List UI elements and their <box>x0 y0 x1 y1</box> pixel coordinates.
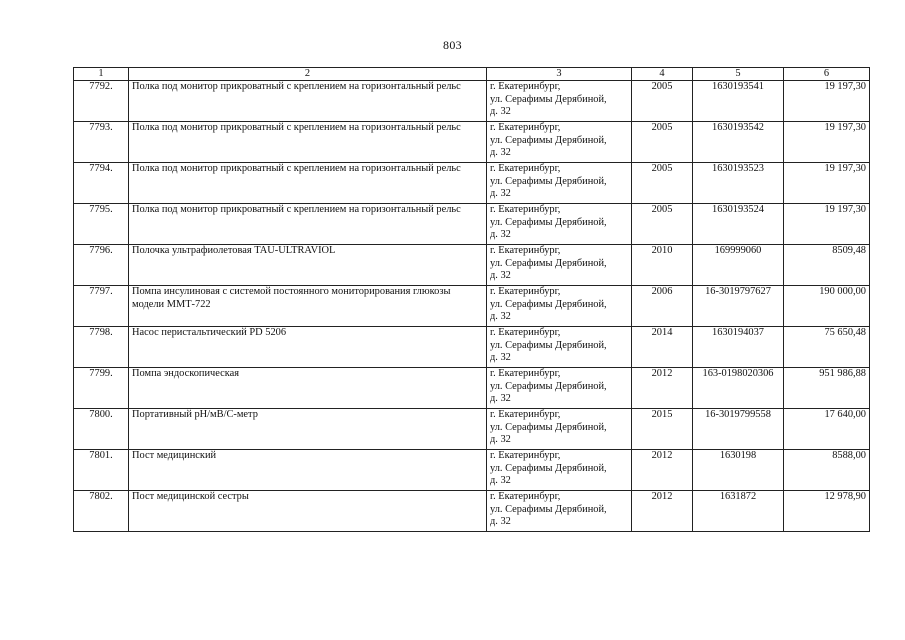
item-name: Помпа инсулиновая с системой постоянного мониторирования глюкозы модели ММТ-722 <box>129 286 487 327</box>
address-city: г. Екатеринбург, <box>490 286 561 297</box>
item-cost: 12 978,90 <box>784 491 870 532</box>
item-cost: 17 640,00 <box>784 409 870 450</box>
item-name: Полочка ультрафиолетовая TAU-ULTRAVIOL <box>129 245 487 286</box>
item-address <box>487 409 632 450</box>
header-col-1: 1 <box>74 68 129 81</box>
table-row <box>74 450 870 491</box>
item-inventory-number: 1630193524 <box>693 204 784 245</box>
item-address <box>487 491 632 532</box>
header-col-2: 2 <box>129 68 487 81</box>
table-row <box>74 122 870 163</box>
item-year: 2010 <box>632 245 693 286</box>
address-city: г. Екатеринбург, <box>490 163 561 174</box>
header-row <box>74 68 870 81</box>
row-number: 7802. <box>74 491 129 532</box>
item-inventory-number: 169999060 <box>693 245 784 286</box>
item-inventory-number: 163-0198020306 <box>693 368 784 409</box>
address-building: д. 32 <box>490 270 511 282</box>
address-building: д. 32 <box>490 188 511 200</box>
address-city: г. Екатеринбург, <box>490 491 561 502</box>
item-cost: 19 197,30 <box>784 163 870 204</box>
address-street: ул. Серафимы Дерябиной, <box>490 175 607 187</box>
address-building: д. 32 <box>490 147 511 159</box>
item-year: 2015 <box>632 409 693 450</box>
item-year: 2014 <box>632 327 693 368</box>
item-inventory-number: 1630198 <box>693 450 784 491</box>
address-city: г. Екатеринбург, <box>490 409 561 420</box>
item-year: 2005 <box>632 163 693 204</box>
table-row <box>74 81 870 122</box>
item-inventory-number: 1631872 <box>693 491 784 532</box>
item-name: Полка под монитор прикроватный с креплением на горизонтальный рельс <box>129 163 487 204</box>
address-city: г. Екатеринбург, <box>490 327 561 338</box>
item-inventory-number: 1630193523 <box>693 163 784 204</box>
item-inventory-number: 1630193542 <box>693 122 784 163</box>
item-cost: 190 000,00 <box>784 286 870 327</box>
address-building: д. 32 <box>490 229 511 241</box>
item-cost: 951 986,88 <box>784 368 870 409</box>
item-cost: 19 197,30 <box>784 122 870 163</box>
address-street: ул. Серафимы Дерябиной, <box>490 257 607 269</box>
address-building: д. 32 <box>490 475 511 487</box>
table-row <box>74 368 870 409</box>
item-name: Полка под монитор прикроватный с креплением на горизонтальный рельс <box>129 204 487 245</box>
item-inventory-number: 1630194037 <box>693 327 784 368</box>
item-cost: 19 197,30 <box>784 81 870 122</box>
item-address <box>487 327 632 368</box>
item-name: Помпа эндоскопическая <box>129 368 487 409</box>
row-number: 7798. <box>74 327 129 368</box>
page-number: 803 <box>443 38 462 52</box>
table-row <box>74 163 870 204</box>
address-street: ул. Серафимы Дерябиной, <box>490 216 607 228</box>
item-inventory-number: 16-3019799558 <box>693 409 784 450</box>
table-row <box>74 245 870 286</box>
address-building: д. 32 <box>490 393 511 405</box>
row-number: 7792. <box>74 81 129 122</box>
item-name: Полка под монитор прикроватный с креплением на горизонтальный рельс <box>129 122 487 163</box>
item-cost: 75 650,48 <box>784 327 870 368</box>
header-col-3: 3 <box>487 68 632 81</box>
address-street: ул. Серафимы Дерябиной, <box>490 503 607 515</box>
row-number: 7797. <box>74 286 129 327</box>
property-registry-table <box>73 67 870 532</box>
item-address <box>487 122 632 163</box>
item-cost: 8509,48 <box>784 245 870 286</box>
item-address <box>487 286 632 327</box>
header-col-5: 5 <box>693 68 784 81</box>
item-year: 2005 <box>632 204 693 245</box>
item-address <box>487 450 632 491</box>
address-street: ул. Серафимы Дерябиной, <box>490 134 607 146</box>
address-street: ул. Серафимы Дерябиной, <box>490 462 607 474</box>
address-street: ул. Серафимы Дерябиной, <box>490 339 607 351</box>
item-address <box>487 368 632 409</box>
table-body <box>74 81 870 532</box>
row-number: 7801. <box>74 450 129 491</box>
address-city: г. Екатеринбург, <box>490 245 561 256</box>
address-street: ул. Серафимы Дерябиной, <box>490 298 607 310</box>
row-number: 7794. <box>74 163 129 204</box>
item-name: Портативный pH/мВ/С-метр <box>129 409 487 450</box>
table-row <box>74 327 870 368</box>
item-inventory-number: 1630193541 <box>693 81 784 122</box>
item-address <box>487 245 632 286</box>
table-header <box>74 68 870 81</box>
address-city: г. Екатеринбург, <box>490 204 561 215</box>
item-year: 2012 <box>632 450 693 491</box>
address-building: д. 32 <box>490 516 511 528</box>
table-row <box>74 286 870 327</box>
address-street: ул. Серафимы Дерябиной, <box>490 380 607 392</box>
address-building: д. 32 <box>490 106 511 118</box>
table-row <box>74 204 870 245</box>
item-name: Пост медицинской сестры <box>129 491 487 532</box>
row-number: 7796. <box>74 245 129 286</box>
address-building: д. 32 <box>490 311 511 323</box>
item-cost: 19 197,30 <box>784 204 870 245</box>
address-building: д. 32 <box>490 352 511 364</box>
item-year: 2012 <box>632 491 693 532</box>
row-number: 7793. <box>74 122 129 163</box>
item-year: 2012 <box>632 368 693 409</box>
item-year: 2006 <box>632 286 693 327</box>
row-number: 7799. <box>74 368 129 409</box>
table-row <box>74 409 870 450</box>
table-row <box>74 491 870 532</box>
item-year: 2005 <box>632 81 693 122</box>
item-cost: 8588,00 <box>784 450 870 491</box>
address-city: г. Екатеринбург, <box>490 122 561 133</box>
address-street: ул. Серафимы Дерябиной, <box>490 93 607 105</box>
row-number: 7795. <box>74 204 129 245</box>
address-street: ул. Серафимы Дерябиной, <box>490 421 607 433</box>
address-city: г. Екатеринбург, <box>490 368 561 379</box>
item-address <box>487 163 632 204</box>
item-name: Полка под монитор прикроватный с креплением на горизонтальный рельс <box>129 81 487 122</box>
row-number: 7800. <box>74 409 129 450</box>
item-address <box>487 81 632 122</box>
item-address <box>487 204 632 245</box>
item-name: Насос перистальтический PD 5206 <box>129 327 487 368</box>
header-col-6: 6 <box>784 68 870 81</box>
item-inventory-number: 16-3019797627 <box>693 286 784 327</box>
item-name: Пост медицинский <box>129 450 487 491</box>
header-col-4: 4 <box>632 68 693 81</box>
item-year: 2005 <box>632 122 693 163</box>
address-city: г. Екатеринбург, <box>490 81 561 92</box>
address-city: г. Екатеринбург, <box>490 450 561 461</box>
address-building: д. 32 <box>490 434 511 446</box>
